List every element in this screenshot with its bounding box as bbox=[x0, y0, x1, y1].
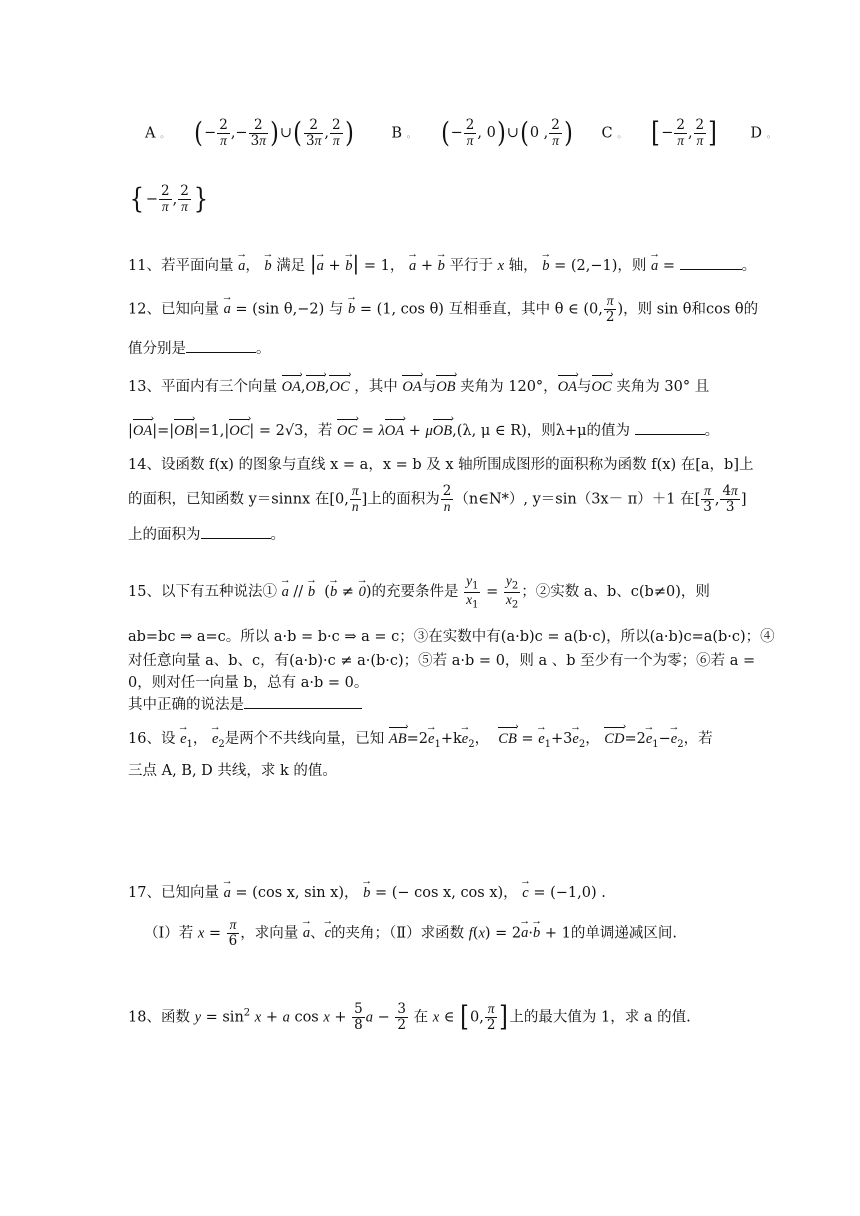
option-c-label: C bbox=[601, 125, 613, 142]
question-14-cont2: 上的面积为 。 bbox=[128, 527, 285, 543]
option-a-label: A bbox=[145, 125, 156, 142]
question-13: 13、平面内有三个向量 OA ›,OB ›,OC › ，其中 OA ›与OB › 夹角为 120°，OA ›与OC › 夹角为 30° 且 bbox=[128, 378, 738, 398]
answer-blank-14[interactable] bbox=[201, 538, 271, 539]
answer-blank-11[interactable] bbox=[680, 269, 742, 270]
answer-blank-12[interactable] bbox=[186, 352, 256, 353]
question-15-cont2: 对任意向量 a、b、c，有(a·b)·c ≠ a·(b·c)；⑤若 a·b = 0，则 a 、b 至少有一个为零；⑥若 a = bbox=[128, 653, 756, 669]
question-15-cont3: 0，则对任一向量 b，总有 a·b = 0。 bbox=[128, 675, 369, 691]
question-12: 12、已知向量 → a = (sin θ,−2) 与 → b = (1, cos θ) 互相垂直，其中 θ ∈ (0, $\frac{\pi}{2}$ )，则 sin θ和cos θ的 bbox=[128, 294, 738, 325]
question-13-cont: |OA ›|=|OB ›|=1,|OC ›| = 2√3，若 OC › = λOA › + μOB ›,(λ, μ ∈ R)，则λ+μ的值为 。 bbox=[128, 422, 738, 442]
option-a-expr: (− $\frac{2}{\pi}$ ,− $\frac{2}{3\pi}$ )∪( $\frac{2}{3\pi}$ , $\frac{2}{\pi}$ ) bbox=[194, 116, 354, 150]
question-17-cont: （Ⅰ）若 x = $\frac{\pi}{6}$ ，求向量 → a、→ c的夹角；（Ⅱ）求函数 f(x) = 2→ a·→ b + 1的单调递减区间. bbox=[144, 918, 754, 949]
question-16-cont: 三点 A, B, D 共线，求 k 的值。 bbox=[128, 763, 337, 779]
question-17: 17、已知向量 → a = (cos x, sin x)， → b = (− cos x, cos x)， → c = (−1,0) . bbox=[128, 884, 738, 904]
options-row: A 。 (− $\frac{2}{\pi}$ ,− $\frac{2}{3\pi}$ )∪( $\frac{2}{3\pi}$ , $\frac{2}{\pi}$ ) B 。 (− $\frac{2}{\pi}$ , 0)∪(0 , $\frac{2}{\pi}$ ) C 。 [− $\frac{2}{\pi}$ , $\frac{2}{\pi}$ ] D 。 bbox=[145, 116, 777, 150]
answer-blank-15[interactable] bbox=[244, 708, 362, 709]
question-14: 14、设函数 f(x) 的图象与直线 x = a，x = b 及 x 轴所围成图形的面积称为函数 f(x) 在[a，b]上 bbox=[128, 457, 754, 473]
question-12-cont: 值分别是 。 bbox=[128, 341, 271, 357]
option-c-expr: [− $\frac{2}{\pi}$ , $\frac{2}{\pi}$ ] bbox=[651, 116, 717, 150]
option-d-expr: { − $\frac{2}{\pi}$ , $\frac{2}{\pi}$ } bbox=[129, 182, 208, 216]
question-14-cont: 的面积，已知函数 y＝sinnx 在[0, $\frac{\pi}{n}$ ]上的面积为 $\frac{2}{n}$ （n∈N*）, y＝sin（3x－ π）＋1 在[ $\frac{\pi}{3}$ , $\frac{4\pi}{3}$ ] bbox=[128, 483, 747, 515]
answer-blank-13[interactable] bbox=[635, 434, 705, 435]
option-d-label: D bbox=[750, 125, 762, 142]
question-15-cont: ab=bc ⇒ a=c。所以 a·b = b·c ⇒ a = c；③在实数中有(a·b)c = a(b·c)，所以(a·b)c=a(b·c)；④ bbox=[128, 629, 775, 645]
question-11: 11、若平面向量 → a， → b 满足 |→ a + → b| = 1， → a + → b 平行于 x 轴， → b = (2,−1)，则 → a = 。 bbox=[128, 250, 738, 277]
question-15-cont4: 其中正确的说法是 bbox=[128, 696, 738, 716]
question-16: 16、设 → $e_1$， → $e_2$是两个不共线向量，已知 AB ›=2→ $e_1+k\to e_2$， CB › = → $e_1+3\to e_2$， CD ›=2→ $e_1-\to e_2$，若 bbox=[128, 730, 738, 751]
question-15: 15、以下有五种说法① → a // → b (→ b ≠ → 0)的充要条件是 $\frac{y_1}{x_1}$ = $\frac{y_2}{x_2}$ ；②实数 a、b、c(b≠0)，则 bbox=[128, 574, 738, 610]
option-b-label: B bbox=[391, 125, 403, 142]
option-b-expr: (− $\frac{2}{\pi}$ , 0)∪(0 , $\frac{2}{\pi}$ ) bbox=[440, 116, 573, 150]
question-18: 18、函数 $y = \sin^2 x + a$ cos x + $\frac{5}{8}$ a − $\frac{3}{2}$ 在 x ∈ [0, $\frac{\pi}{2}$ ]上的最大值为 1，求 a 的值. bbox=[128, 1000, 691, 1034]
